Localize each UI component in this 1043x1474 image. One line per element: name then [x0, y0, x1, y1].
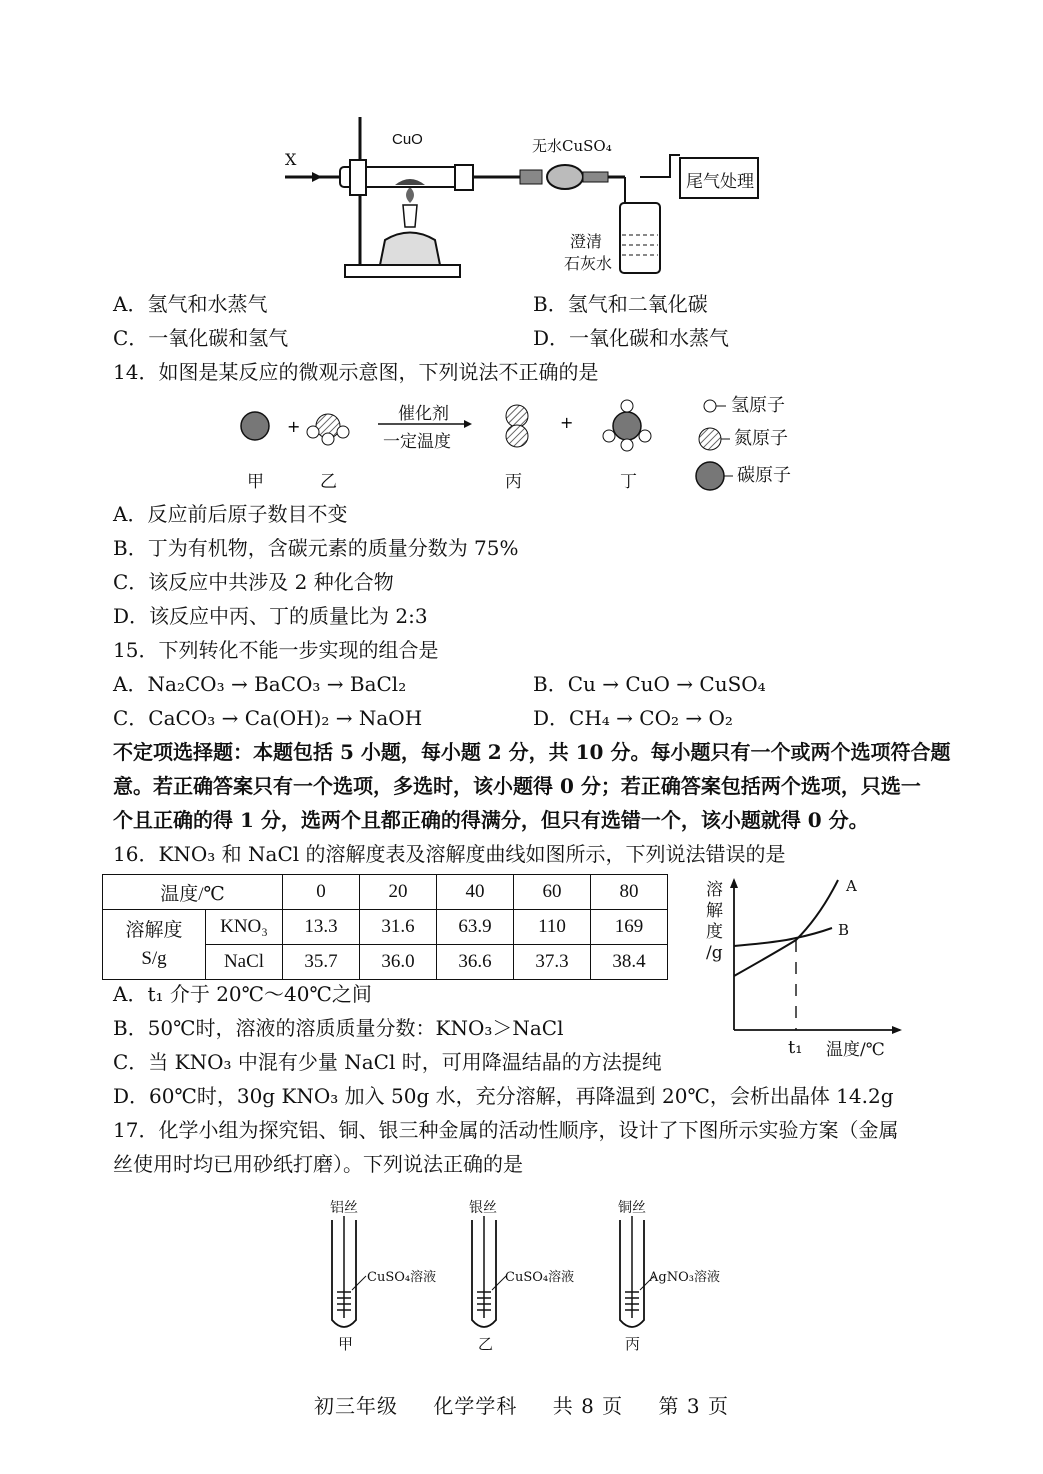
- q17-stem-line-2: 丝使用时均已用砂纸打磨）。下列说法正确的是: [113, 1152, 523, 1176]
- section-line-3: 个且正确的得 1 分，选两个且都正确的得满分，但只有选错一个，该小题就得 0 分。: [113, 808, 869, 832]
- test-tube-yi: [472, 1216, 506, 1327]
- tube-jia-label: 甲: [338, 1335, 354, 1353]
- carbon-atom: [241, 412, 269, 440]
- q16-option-a: A．t₁ 介于 20℃～40℃之间: [113, 982, 372, 1006]
- ylabel-3: 度: [706, 922, 723, 942]
- alcohol-lamp: [380, 233, 440, 266]
- footer-subject: 化学学科: [433, 1394, 518, 1418]
- stand-base: [345, 265, 460, 277]
- ylabel-4: /g: [706, 943, 723, 963]
- q15-option-a: A．Na₂CO₃ → BaCO₃ → BaCl₂: [113, 672, 407, 696]
- tube-bing-label: 丙: [625, 1335, 641, 1353]
- row-label-line-1: 溶解度: [125, 919, 183, 941]
- legend-nitrogen-label: 氮原子: [734, 428, 788, 449]
- table-cell: 110: [514, 910, 591, 945]
- q13-option-a: A．氢气和水蒸气: [113, 292, 268, 316]
- legend-carbon-label: 碳原子: [737, 465, 791, 486]
- footer-page: 第 3 页: [658, 1394, 729, 1418]
- row-label: [103, 910, 206, 980]
- q16-option-c: C．当 KNO₃ 中混有少量 NaCl 时，可用降温结晶的方法提纯: [113, 1050, 662, 1074]
- table-row: [103, 910, 668, 945]
- x-label: X: [285, 150, 297, 169]
- table-cell: 0: [283, 875, 360, 910]
- kno3-label: KNO₃: [206, 910, 283, 945]
- legend-carbon: [696, 462, 724, 490]
- q15-option-c: C．CaCO₃ → Ca(OH)₂ → NaOH: [113, 706, 423, 730]
- limewater-bottle: [620, 203, 660, 273]
- condition-label: 一定温度: [383, 432, 451, 452]
- table-cell: 40: [437, 875, 514, 910]
- tube-jia-solution: CuSO₄溶液: [367, 1270, 437, 1285]
- q14-option-b: B．丁为有机物，含碳元素的质量分数为 75%: [113, 536, 519, 560]
- label-jia: 甲: [247, 472, 264, 492]
- cuso4-label: 无水CuSO₄: [532, 137, 612, 155]
- tube-bing-wire: 铜丝: [618, 1200, 646, 1216]
- table-cell: 63.9: [437, 910, 514, 945]
- curve-b-label: B: [838, 921, 850, 939]
- label-ding: 丁: [620, 472, 637, 492]
- q16-option-d: D．60℃时，30g KNO₃ 加入 50g 水，充分溶解，再降温到 20℃，会析出晶体 14.2g: [113, 1084, 894, 1108]
- ylabel-2: 解: [706, 901, 723, 921]
- q15-option-b: B．Cu → CuO → CuSO₄: [533, 672, 766, 696]
- solubility-curve-graph: [700, 870, 910, 1045]
- svg-text:+: +: [287, 417, 301, 436]
- cuso4-drying-tube: [547, 165, 583, 189]
- q14-option-c: C．该反应中共涉及 2 种化合物: [113, 570, 394, 594]
- table-cell: 36.6: [437, 945, 514, 980]
- q13-option-b: B．氢气和二氧化碳: [533, 292, 708, 316]
- section-line-2: 意。若正确答案只有一个选项，多选时，该小题得 0 分；若正确答案包括两个选项，只选一: [113, 774, 921, 798]
- row-label-line-2: S/g: [141, 947, 167, 969]
- table-cell: 37.3: [514, 945, 591, 980]
- nacl-label: NaCl: [206, 945, 283, 980]
- q15-option-d: D．CH₄ → CO₂ → O₂: [533, 706, 733, 730]
- legend-nitrogen: [699, 428, 721, 450]
- table-cell: 31.6: [360, 910, 437, 945]
- t1-label: t₁: [788, 1037, 803, 1058]
- table-cell: 13.3: [283, 910, 360, 945]
- table-row: [103, 875, 668, 910]
- curve-a-label: A: [846, 877, 857, 895]
- catalyst-label: 催化剂: [398, 404, 449, 424]
- q17-stem-line-1: 17．化学小组为探究铝、铜、银三种金属的活动性顺序，设计了下图所示实验方案（金属: [113, 1118, 899, 1142]
- table-cell: 60: [514, 875, 591, 910]
- table-cell: 80: [591, 875, 668, 910]
- q16-option-b: B．50℃时，溶液的溶质质量分数：KNO₃＞NaCl: [113, 1016, 564, 1040]
- label-bing: 丙: [505, 472, 522, 492]
- test-tube-jia: [332, 1216, 366, 1327]
- footer-total: 共 8 页: [552, 1394, 624, 1418]
- tube-yi-solution: CuSO₄溶液: [505, 1270, 575, 1285]
- q14-option-d: D．该反应中丙、丁的质量比为 2:3: [113, 604, 428, 628]
- tube-yi-wire: 银丝: [469, 1200, 497, 1216]
- q13-option-d: D．一氧化碳和水蒸气: [533, 326, 730, 350]
- q13-option-c: C．一氧化碳和氢气: [113, 326, 289, 350]
- ylabel-1: 溶: [706, 880, 723, 900]
- limewater-label-1: 澄清: [570, 232, 603, 251]
- xlabel: 温度/℃: [826, 1040, 885, 1060]
- header-temp-label: 温度/℃: [103, 875, 283, 910]
- q14-option-a: A．反应前后原子数目不变: [113, 502, 348, 526]
- curve-b: [734, 928, 832, 946]
- legend-hydrogen: [704, 400, 716, 412]
- tube-yi-label: 乙: [478, 1335, 494, 1353]
- footer-grade: 初三年级: [314, 1394, 398, 1418]
- limewater-label-2: 石灰水: [564, 254, 613, 273]
- q16-stem: 16．KNO₃ 和 NaCl 的溶解度表及溶解度曲线如图所示，下列说法错误的是: [113, 842, 786, 866]
- tube-bing-solution: AgNO₃溶液: [649, 1270, 720, 1285]
- q15-stem: 15．下列转化不能一步实现的组合是: [113, 638, 439, 662]
- tail-gas-label: 尾气处理: [686, 172, 754, 192]
- table-cell: 20: [360, 875, 437, 910]
- table-cell: 169: [591, 910, 668, 945]
- q13-apparatus-figure: [280, 115, 780, 285]
- label-yi: 乙: [320, 472, 337, 492]
- curve-a: [734, 880, 838, 976]
- table-cell: 36.0: [360, 945, 437, 980]
- svg-text:+: +: [560, 413, 574, 432]
- cuo-label: CuO: [392, 131, 423, 148]
- legend-hydrogen-label: 氢原子: [731, 395, 785, 416]
- solubility-table: [102, 874, 668, 980]
- page-footer: [0, 1390, 1043, 1419]
- table-cell: 38.4: [591, 945, 668, 980]
- section-line-1: 不定项选择题：本题包括 5 小题，每小题 2 分，共 10 分。每小题只有一个或两个选项符合题: [113, 740, 951, 764]
- tube-jia-wire: 铝丝: [330, 1200, 358, 1216]
- q14-stem: 14．如图是某反应的微观示意图，下列说法不正确的是: [113, 360, 599, 384]
- table-cell: 35.7: [283, 945, 360, 980]
